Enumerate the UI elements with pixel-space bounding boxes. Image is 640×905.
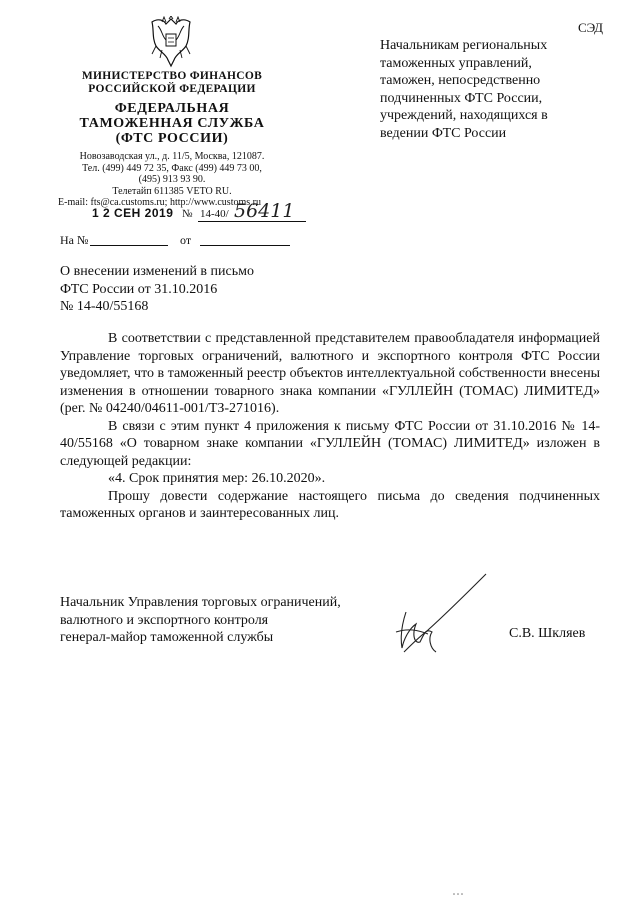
contact-email: E-mail: fts@ca.customs.ru; http://www.customs.ru: [58, 197, 261, 208]
body-paragraph: В связи с этим пункт 4 приложения к письму ФТС России от 31.10.2016 № 14-40/55168 «О товарном знаке компании «ГУЛЛЕЙН (ТОМАС) ЛИМИТЕД» изложен в следующей редакции:: [60, 418, 600, 469]
registration-number-prefix: 14-40/: [200, 208, 229, 220]
addressee-block: [380, 37, 585, 142]
contact-teletype: Телетайп 611385 VETO RU.: [112, 185, 232, 197]
coat-of-arms-icon: [148, 16, 194, 68]
letter-subject: [60, 263, 360, 316]
agency-line: (ФТС РОССИИ): [115, 131, 229, 146]
addressee-line: таможенных управлений,: [380, 55, 532, 71]
sed-mark: СЭД: [578, 20, 604, 35]
contact-address: Новозаводская ул., д. 11/5, Москва, 121087.: [79, 151, 265, 162]
subject-line: ФТС России от 31.10.2016: [60, 281, 218, 297]
signer-name: С.В. Шкляев: [509, 626, 586, 641]
body-paragraph: В соответствии с представленной представителем правообладателя информацией Управление торговых ограничений, валютного и экспортного контроля ФТС России уведомляет, что в таможенный реестр объектов интеллектуальной собственности внесены изменения в отношении товарного знака компании «ГУЛЛЕЙН (ТОМАС) ЛИМИТЕД» (рег. № 04240/04611-001/ТЗ-271016).: [60, 331, 600, 416]
registration-number-underline: [198, 221, 306, 222]
addressee-line: подчиненных ФТС России,: [380, 90, 543, 106]
agency-line: ФЕДЕРАЛЬНАЯ: [114, 101, 230, 116]
addressee-line: ведении ФТС России: [380, 125, 507, 141]
addressee-line: таможен, непосредственно: [380, 73, 541, 88]
subject-line: О внесении изменений в письмо: [60, 264, 254, 279]
agency-name: [52, 101, 292, 146]
signer-title-line: валютного и экспортного контроля: [60, 612, 269, 628]
addressee-line: учреждений, находящихся в: [380, 108, 548, 123]
body-quote: «4. Срок принятия мер: 26.10.2020».: [108, 471, 326, 486]
registration-number-label: №: [182, 208, 193, 220]
signer-title: [60, 594, 380, 647]
body-paragraph: Прошу довести содержание настоящего письма до сведения подчиненных таможенных органов и заинтересованных лиц.: [60, 488, 600, 521]
agency-line: ТАМОЖЕННАЯ СЛУЖБА: [79, 116, 265, 131]
scan-dot-mark: [452, 892, 468, 896]
registration-number-handwritten: 56411: [234, 200, 295, 222]
contact-phone: Тел. (499) 449 72 35, Факс (499) 449 73 00,: [82, 162, 262, 174]
addressee-line: Начальникам региональных: [380, 38, 548, 53]
signer-title-line: Начальник Управления торговых ограничений,: [60, 595, 341, 610]
reference-date-label: от: [180, 233, 192, 247]
subject-line: № 14-40/55168: [60, 299, 149, 314]
reference-row: [60, 233, 300, 249]
reference-number-line: [90, 245, 168, 246]
ministry-line: МИНИСТЕРСТВО ФИНАНСОВ: [81, 70, 263, 82]
registration-date: 1 2 СЕН 2019: [92, 206, 174, 220]
handwritten-signature-icon: [388, 572, 492, 662]
reference-date-line: [200, 245, 290, 246]
reference-number-label: На №: [60, 233, 89, 247]
contact-phone-2: (495) 913 93 90.: [138, 174, 206, 185]
ministry-line: РОССИЙСКОЙ ФЕДЕРАЦИИ: [88, 83, 256, 95]
ministry-name: [52, 70, 292, 96]
letter-body: [60, 330, 600, 523]
signer-title-line: генерал-майор таможенной службы: [60, 630, 274, 645]
